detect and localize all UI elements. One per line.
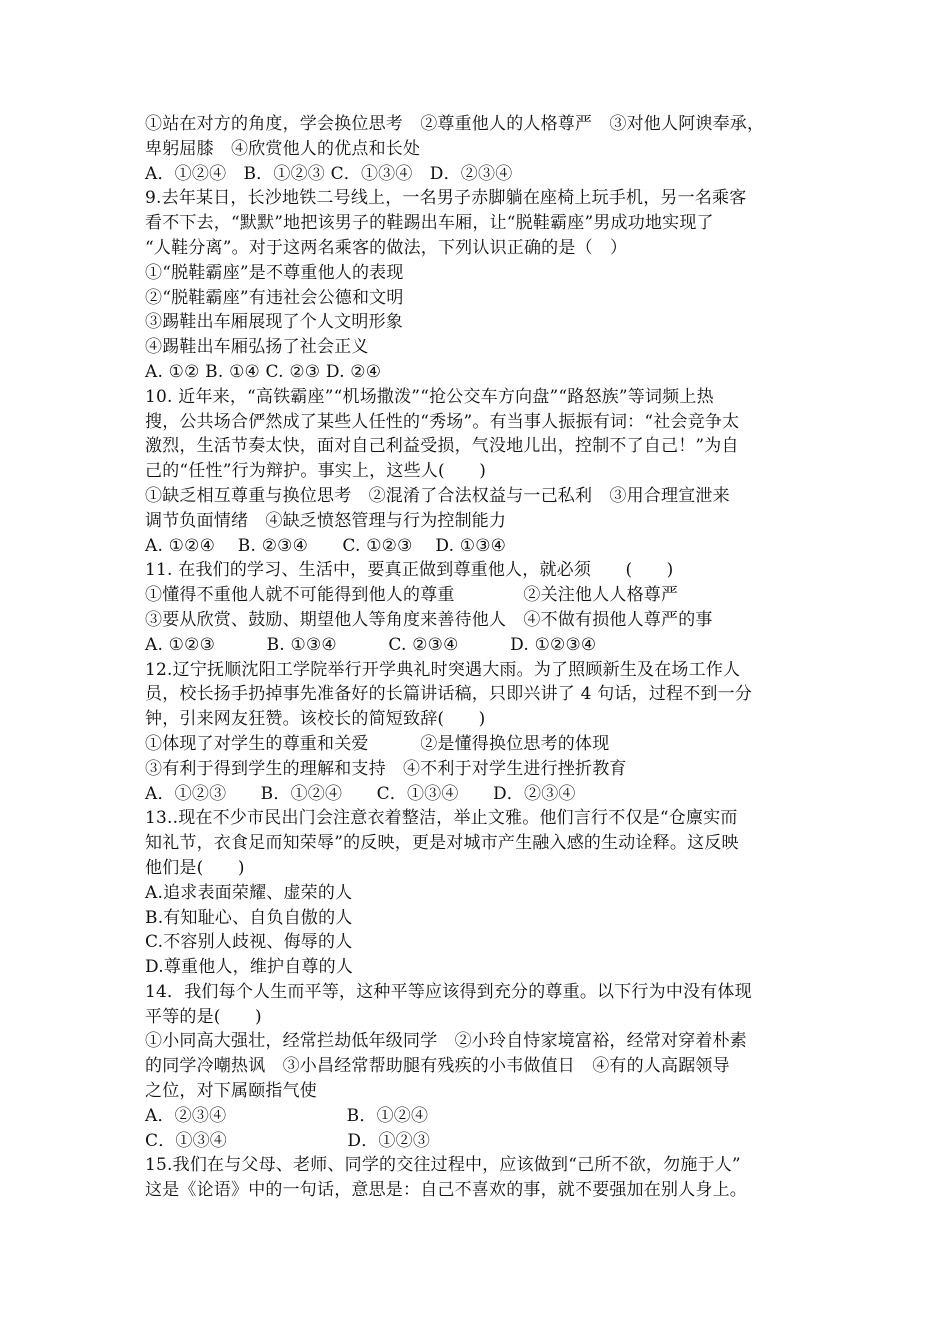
text-line: A．②③④ B．①②④ (145, 1105, 429, 1126)
text-line: A. ①②④ B. ②③④ C. ①②③ D. ①③④ (145, 535, 507, 556)
text-line: 10. 近年来，“高铁霸座”“机场撒泼”“抢公交车方向盘”“路怒族”等词频上热 (145, 386, 714, 407)
text-line: “人鞋分离”。对于这两名乘客的做法，下列认识正确的是（ ） (145, 237, 628, 258)
text-line: 他们是( ) (145, 857, 245, 878)
text-line: C．①③④ D．①②③ (145, 1130, 431, 1151)
text-line: 己的“任性”行为辩护。事实上，这些人( ) (145, 461, 487, 482)
text-line: ③要从欣赏、鼓励、期望他人等角度来善待他人 ④不做有损他人尊严的事 (145, 609, 713, 630)
text-line: 的同学冷嘲热讽 ③小昌经常帮助腿有残疾的小韦做值日 ④有的人高踞领导 (145, 1056, 730, 1077)
text-line: A. ①②③ B. ①③④ C. ②③④ D. ①②③④ (145, 634, 597, 655)
text-line: 13..现在不少市民出门会注意衣着整洁，举止文雅。他们言行不仅是“仓廪实而 (145, 808, 738, 829)
text-line: ③踢鞋出车厢展现了个人文明形象 (145, 312, 403, 333)
text-line: ①“脱鞋霸座”是不尊重他人的表现 (145, 262, 404, 283)
text-line: 14．我们每个人生而平等，这种平等应该得到充分的尊重。以下行为中没有体现 (145, 981, 752, 1002)
text-line: D.尊重他人，维护自尊的人 (145, 957, 354, 978)
text-line: 钟，引来网友狂赞。该校长的简短致辞( ) (145, 709, 486, 730)
text-line: 调节负面情绪 ④缺乏愤怒管理与行为控制能力 (145, 510, 507, 531)
text-line: A．①②④ B．①②③ C．①③④ D．②③④ (145, 163, 513, 184)
text-line: ②“脱鞋霸座”有违社会公德和文明 (145, 287, 404, 308)
text-line: 15.我们在与父母、老师、同学的交往过程中，应该做到“己所不欲，勿施于人” (145, 1155, 741, 1176)
text-line: ③有利于得到学生的理解和支持 ④不利于对学生进行挫折教育 (145, 758, 627, 779)
text-line: ①站在对方的角度，学会换位思考 ②尊重他人的人格尊严 ③对他人阿谀奉承， (145, 114, 765, 134)
text-line: 11. 在我们的学习、生活中，要真正做到尊重他人，就必须 ( ) (145, 560, 674, 581)
text-line: A.追求表面荣耀、虚荣的人 (145, 882, 353, 903)
text-line: 之位，对下属颐指气使 (145, 1081, 317, 1102)
text-line: 12.辽宁抚顺沈阳工学院举行开学典礼时突遇大雨。为了照顾新生及在场工作人 (145, 659, 741, 680)
document-page (145, 112, 815, 1203)
text-line: 平等的是( ) (145, 1006, 262, 1027)
text-line: 激烈，生活节奏太快，面对自己利益受损，气没地儿出，控制不了自己！”为自 (145, 436, 739, 457)
text-line: ①体现了对学生的尊重和关爱 ②是懂得换位思考的体现 (145, 733, 610, 754)
text-line: B.有知耻心、自负自傲的人 (145, 907, 353, 928)
text-line: 知礼节，衣食足而知荣辱”的反映，更是对城市产生融入感的生动诠释。这反映 (145, 833, 739, 854)
text-line: A. ①② B. ①④ C. ②③ D. ②④ (145, 361, 382, 382)
text-line: 看不下去，“默默”地把该男子的鞋踢出车厢，让“脱鞋霸座”男成功地实现了 (145, 213, 714, 234)
text-line: A．①②③ B．①②④ C．①③④ D．②③④ (145, 783, 576, 804)
text-line: ①小同高大强壮，经常拦劫低年级同学 ②小玲自恃家境富裕，经常对穿着朴素 (145, 1031, 747, 1052)
text-line: 卑躬屈膝 ④欣赏他人的优点和长处 (145, 138, 421, 159)
text-line: C.不容别人歧视、侮辱的人 (145, 932, 353, 953)
text-line: ①缺乏相互尊重与换位思考 ②混淆了合法权益与一己私利 ③用合理宣泄来 (145, 485, 730, 506)
text-line: 9.去年某日，长沙地铁二号线上，一名男子赤脚躺在座椅上玩手机，另一名乘客 (145, 188, 747, 209)
text-line: 搜，公共场合俨然成了某些人任性的“秀场”。有当事人振振有词：“社会竞争太 (145, 411, 740, 432)
text-line: 这是《论语》中的一句话，意思是：自己不喜欢的事，就不要强加在别人身上。 (145, 1180, 747, 1201)
text-line: ①懂得不重他人就不可能得到他人的尊重 ②关注他人人格尊严 (145, 585, 679, 606)
text-line: 员，校长扬手扔掉事先准备好的长篇讲话稿，只即兴讲了 4 句话，过程不到一分 (145, 684, 753, 705)
text-line: ④踢鞋出车厢弘扬了社会正义 (145, 337, 369, 358)
